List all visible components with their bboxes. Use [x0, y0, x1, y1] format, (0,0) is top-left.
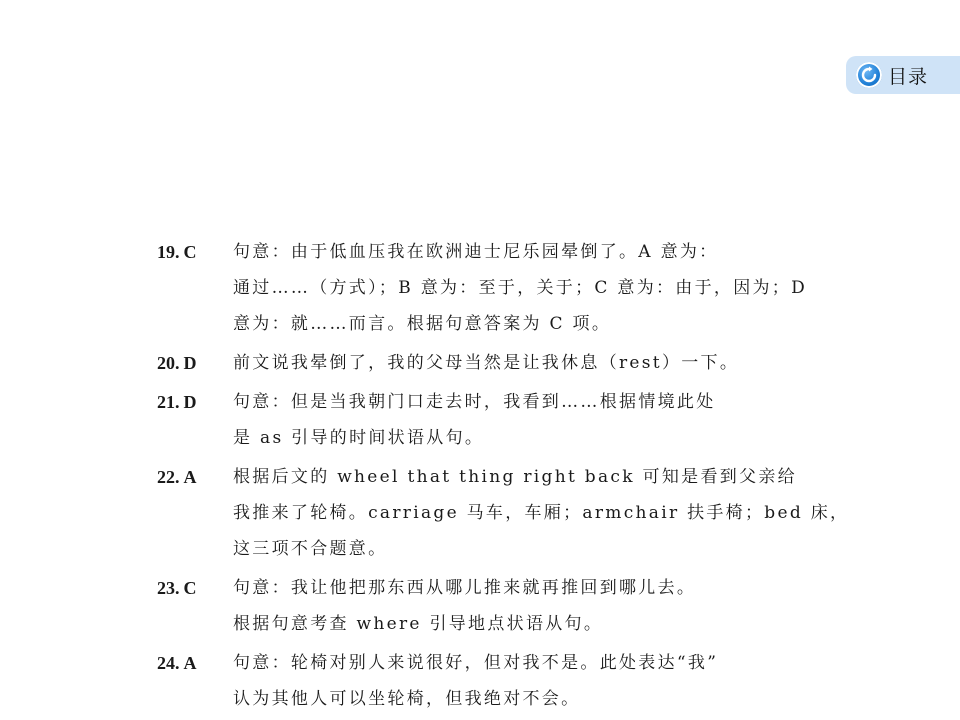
answer-list: [157, 234, 850, 720]
explanation-line: 句意：我让他把那东西从哪儿推来就再推回到哪儿去。: [233, 578, 697, 598]
answer-explanation: [233, 570, 696, 642]
explanation-line: 句意：但是当我朝门口走去时，我看到……根据情境此处: [233, 392, 716, 412]
question-number: 19. C: [157, 242, 197, 262]
answer-item-21: [157, 384, 807, 456]
explanation-line: 根据句意考查 where 引导地点状语从句。: [233, 614, 604, 634]
answer-letter: D: [183, 392, 197, 412]
explanation-line: 句意：由于低血压我在欧洲迪士尼乐园晕倒了。A 意为：: [233, 242, 719, 262]
question-number: 22. A: [157, 467, 197, 487]
answer-explanation: [233, 384, 716, 456]
explanation-line: 意为：就……而言。根据句意答案为 C 项。: [233, 314, 612, 334]
explanation-line: 认为其他人可以坐轮椅，但我绝对不会。: [233, 689, 581, 709]
toc-label: 目录: [888, 65, 929, 88]
question-number: 21. D: [157, 392, 197, 412]
explanation-line: 前文说我晕倒了，我的父母当然是让我休息（rest）一下。: [233, 353, 740, 373]
answer-item-20: [157, 345, 807, 381]
explanation-line: 是 as 引导的时间状语从句。: [233, 428, 485, 448]
explanation-line: 这三项不合题意。: [233, 539, 388, 559]
explanation-line: 通过……（方式）；B 意为：至于，关于；C 意为：由于，因为；D: [233, 278, 808, 298]
question-number: 23. C: [157, 578, 197, 598]
question-number: 20. D: [157, 353, 197, 373]
answer-item-23: [157, 570, 807, 642]
answer-letter: A: [183, 653, 197, 673]
answer-item-19: [157, 234, 807, 342]
answer-letter: C: [183, 242, 197, 262]
question-number: 24. A: [157, 653, 197, 673]
explanation-line: 句意：轮椅对别人来说很好，但对我不是。此处表达“我”: [233, 653, 719, 673]
answer-explanation: [233, 234, 807, 342]
answer-item-22: [157, 459, 850, 567]
answer-explanation: [233, 459, 849, 567]
explanation-line: 我推来了轮椅。carriage 马车，车厢；armchair 扶手椅；bed 床，: [233, 503, 850, 523]
answer-explanation: [233, 345, 739, 381]
answer-letter: A: [183, 467, 197, 487]
answer-letter: C: [183, 578, 197, 598]
toc-button[interactable]: [846, 56, 960, 94]
answer-explanation: [233, 645, 718, 717]
answer-letter: D: [183, 353, 197, 373]
answer-item-24: [157, 645, 807, 717]
refresh-circle-icon: [856, 62, 882, 88]
explanation-line: 根据后文的 wheel that thing right back 可知是看到父亲给: [233, 467, 797, 487]
